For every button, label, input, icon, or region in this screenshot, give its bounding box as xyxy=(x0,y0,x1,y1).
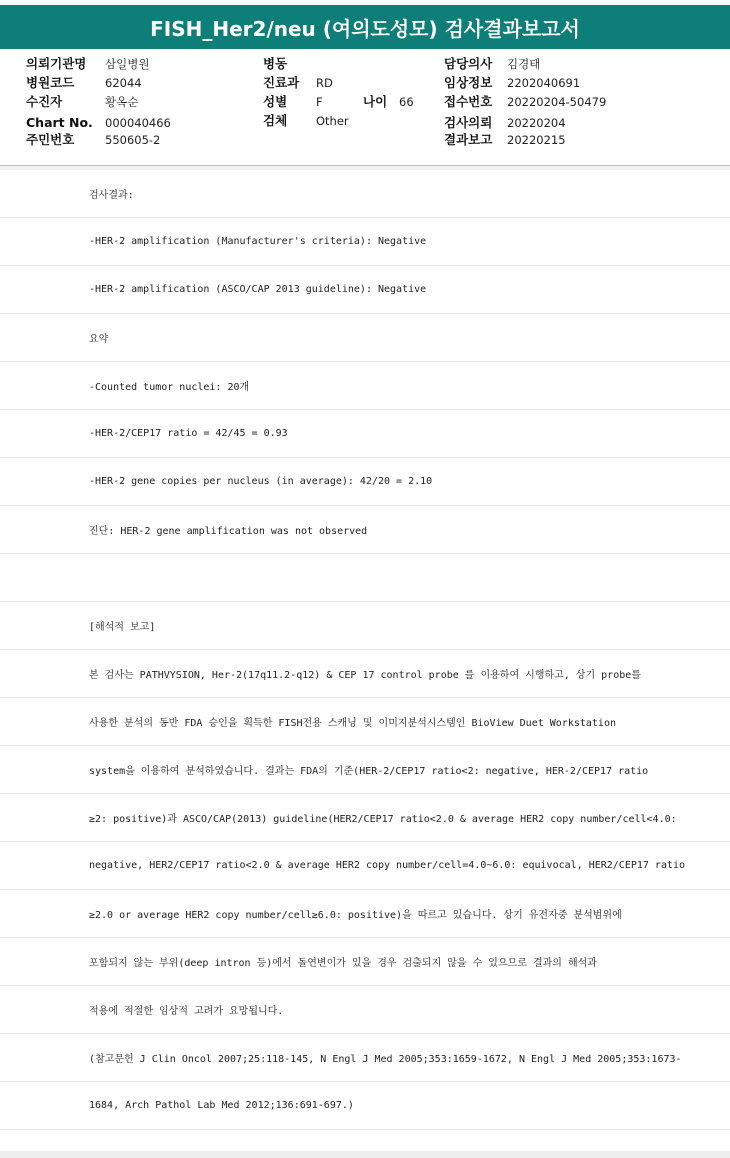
header-row-report-date xyxy=(444,131,566,149)
field-value: Other xyxy=(316,114,349,128)
field-value: F xyxy=(316,95,323,109)
field-value: 550605-2 xyxy=(105,133,161,147)
header-row-resident-no xyxy=(26,131,160,149)
field-value: 62044 xyxy=(105,76,142,90)
header-row-chart-no xyxy=(26,114,171,132)
header-row-doctor xyxy=(444,55,540,73)
header-row-hospital-code xyxy=(26,74,142,92)
field-label: 임상정보 xyxy=(444,75,493,90)
field-label: Chart No. xyxy=(26,115,93,130)
header-row-request-date xyxy=(444,114,566,132)
result-line: system을 이용하여 분석하였습니다. 결과는 FDA의 기준(HER-2/CEP17 ratio<2: negative, HER-2/CEP17 ratio xyxy=(0,746,730,794)
field-label: 성별 xyxy=(263,94,288,109)
field-label: 주민번호 xyxy=(26,132,75,147)
field-label: 병동 xyxy=(263,56,288,71)
result-line: -Counted tumor nuclei: 20개 xyxy=(0,362,730,410)
result-line: negative, HER2/CEP17 ratio<2.0 & average HER2 copy number/cell=4.0~6.0: equivocal, HER2/CEP17 ratio xyxy=(0,842,730,890)
field-value: 삼일병원 xyxy=(105,57,150,71)
header-row-clinical-info xyxy=(444,74,580,92)
result-line: ≥2.0 or average HER2 copy number/cell≥6.0: positive)을 따르고 있습니다. 상기 유전자중 분석범위에 xyxy=(0,890,730,938)
result-line: 사용한 분석의 동반 FDA 승인을 획득한 FISH전용 스캐닝 및 이미지분석시스템인 BioView Duet Workstation xyxy=(0,698,730,746)
result-line: 진단: HER-2 gene amplification was not observed xyxy=(0,506,730,554)
field-label: 병원코드 xyxy=(26,75,75,90)
field-label: 수진자 xyxy=(26,94,63,109)
header-row-receipt-no xyxy=(444,93,606,111)
result-line xyxy=(0,554,730,602)
field-label: 접수번호 xyxy=(444,94,493,109)
field-label: 결과보고 xyxy=(444,132,493,147)
field-label: 검체 xyxy=(263,113,288,128)
header-row-ward xyxy=(263,55,316,73)
result-line: -HER-2/CEP17 ratio = 42/45 = 0.93 xyxy=(0,410,730,458)
result-line: 1684, Arch Pathol Lab Med 2012;136:691-697.) xyxy=(0,1082,730,1130)
field-value: 20220215 xyxy=(507,133,566,147)
field-value: 20220204 xyxy=(507,116,566,130)
field-value: 2202040691 xyxy=(507,76,581,90)
result-line: 요약 xyxy=(0,314,730,362)
result-line: -HER-2 amplification (Manufacturer's criteria): Negative xyxy=(0,218,730,266)
field-label: 담당의사 xyxy=(444,56,493,71)
result-line: -HER-2 amplification (ASCO/CAP 2013 guideline): Negative xyxy=(0,266,730,314)
field-value: 김경태 xyxy=(507,57,541,71)
result-line: -HER-2 gene copies per nucleus (in average): 42/20 = 2.10 xyxy=(0,458,730,506)
field-value: 000040466 xyxy=(105,116,171,130)
header-row-institution xyxy=(26,55,149,73)
header-row-specimen xyxy=(263,112,349,130)
field-value: RD xyxy=(316,76,333,90)
patient-header xyxy=(0,49,730,166)
field-label: 검사의뢰 xyxy=(444,115,493,130)
field-label: 진료과 xyxy=(263,75,300,90)
bottom-divider xyxy=(0,1151,730,1158)
field-value: 황옥순 xyxy=(105,95,139,109)
header-row-sex xyxy=(263,93,414,111)
result-line: 본 검사는 PATHVYSION, Her-2(17q11.2-q12) & CEP 17 control probe 를 이용하여 시행하고, 상기 probe를 xyxy=(0,650,730,698)
result-body xyxy=(0,170,730,1130)
result-line: ≥2: positive)과 ASCO/CAP(2013) guideline(HER2/CEP17 ratio<2.0 & average HER2 copy number/cell<4.0: xyxy=(0,794,730,842)
field-label: 의뢰기관명 xyxy=(26,56,87,71)
age-label: 나이 xyxy=(363,94,388,109)
result-line: (참고문헌 J Clin Oncol 2007;25:118-145, N Engl J Med 2005;353:1659-1672, N Engl J Med 2005;353:1673- xyxy=(0,1034,730,1082)
result-line: 포함되지 않는 부위(deep intron 등)에서 돌연변이가 있을 경우 검출되지 않을 수 있으므로 결과의 해석과 xyxy=(0,938,730,986)
header-row-department xyxy=(263,74,333,92)
report-title: FISH_Her2/neu (여의도성모) 검사결과보고서 xyxy=(0,5,730,49)
age-value: 66 xyxy=(399,95,414,109)
header-row-patient xyxy=(26,93,138,111)
result-line: [해석적 보고] xyxy=(0,602,730,650)
result-line: 적용에 적절한 임상적 고려가 요망됩니다. xyxy=(0,986,730,1034)
field-value: 20220204-50479 xyxy=(507,95,607,109)
result-line: 검사결과: xyxy=(0,170,730,218)
